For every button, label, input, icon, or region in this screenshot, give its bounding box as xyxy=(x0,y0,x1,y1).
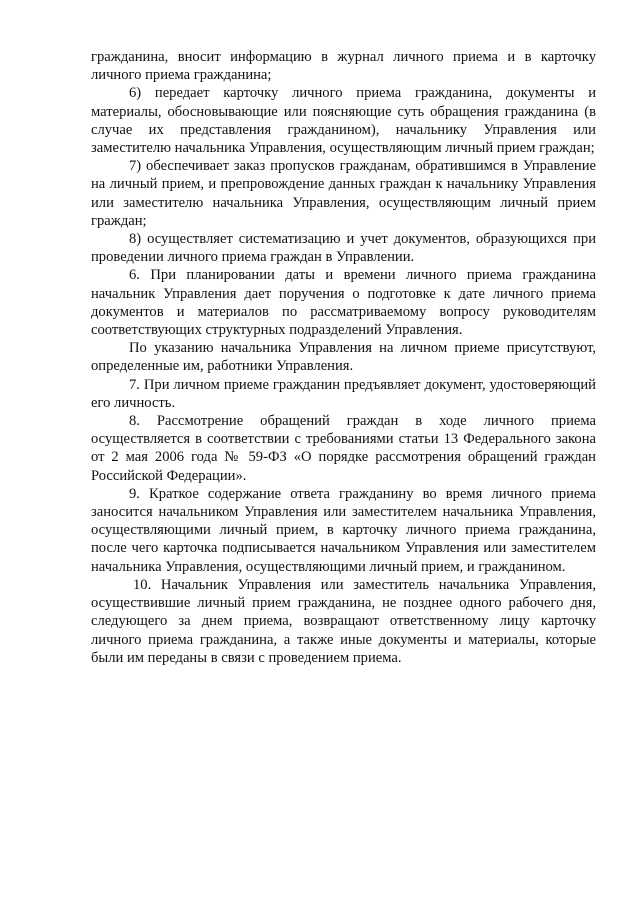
paragraph-clause-6: 6. При планировании даты и времени личного приема гражданина начальник Управления дает поручения о подготовке к дате личного приема документов и материалов по рассматриваемому вопросу руководителям соответствующих структурных подразделений Управления. xyxy=(91,267,596,339)
paragraph-item-8: 8) осуществляет систематизацию и учет документов, образующихся при проведении личного приема граждан в Управлении. xyxy=(91,231,596,266)
paragraph-item-6: 6) передает карточку личного приема гражданина, документы и материалы, обосновывающие или поясняющие суть обращения гражданина (в случае их представления гражданином), начальнику Управления или заместителю начальника Управления, осуществляющим личный прием граждан; xyxy=(91,85,596,157)
document-page xyxy=(91,48,596,667)
paragraph-clause-10: 10. Начальник Управления или заместитель начальника Управления, осуществившие личный прием гражданина, не позднее одного рабочего дня, следующего за днем приема, возвращают ответственному лицу карточку личного приема гражданина, а также иные документы и материалы, которые были им переданы в связи с проведением приема. xyxy=(91,576,596,666)
paragraph-item-7: 7) обеспечивает заказ пропусков гражданам, обратившимся в Управление на личный прием, и препровождение данных граждан к начальнику Управления или заместителю начальника Управления, осуществляющим личный прием граждан; xyxy=(91,158,596,229)
paragraph-clause-7: 7. При личном приеме гражданин предъявляет документ, удостоверяющий его личность. xyxy=(91,376,596,411)
paragraph-clause-9: 9. Краткое содержание ответа гражданину во время личного приема заносится начальником Управления или заместителем начальника Управления, осуществляющими личный прием, в карточку личного приема гражданина, после чего карточка подписывается начальником Управления или заместителем начальника Управления, осуществляющими личный прием, и гражданином. xyxy=(91,485,596,575)
paragraph-clause-8: 8. Рассмотрение обращений граждан в ходе личного приема осуществляется в соответствии с требованиями статьи 13 Федерального закона от 2 мая 2006 года № 59-ФЗ «О порядке рассмотрения обращений граждан Российской Федерации». xyxy=(91,413,596,484)
paragraph-attendance: По указанию начальника Управления на личном приеме присутствуют, определенные им, работники Управления. xyxy=(91,340,596,375)
paragraph-continuation: гражданина, вносит информацию в журнал личного приема и в карточку личного приема гражданина; xyxy=(91,49,596,84)
